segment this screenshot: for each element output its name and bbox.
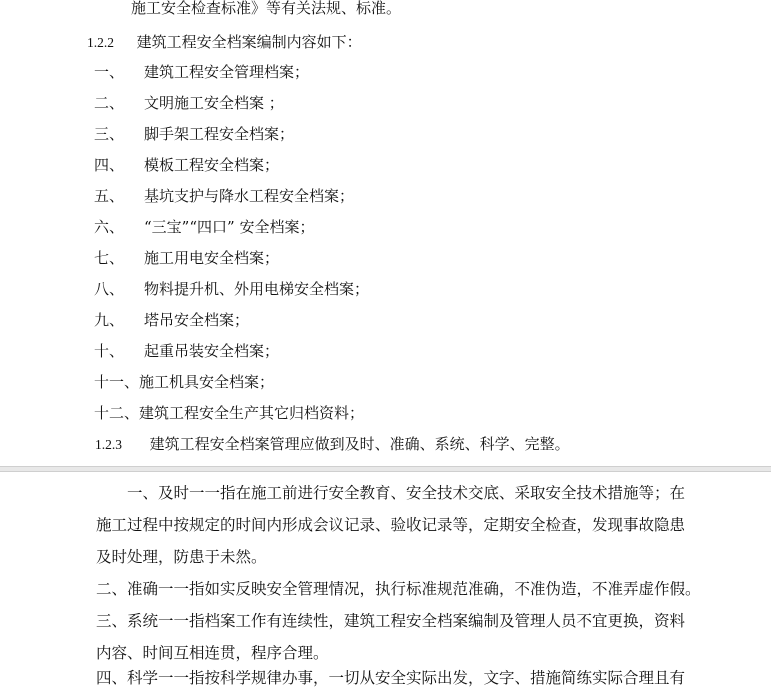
section-heading-1-2-2 <box>87 32 362 53</box>
list-item <box>94 279 369 299</box>
list-mark: 五、 <box>94 187 125 205</box>
list-item <box>94 62 309 82</box>
list-item <box>94 155 279 175</box>
list-item <box>94 124 294 144</box>
list-item <box>94 186 354 206</box>
intro-line: 施工安全检查标准》等有关法规、标准。 <box>131 0 402 17</box>
section-title: 建筑工程安全档案编制内容如下： <box>136 33 362 51</box>
list-mark: 二、 <box>94 94 125 112</box>
list-item <box>94 217 314 237</box>
list-item <box>94 310 249 330</box>
list-mark: 七、 <box>94 249 125 267</box>
section-number: 1.2.3 <box>95 437 122 452</box>
section-title: 建筑工程安全档案管理应做到及时、准确、系统、科学、完整。 <box>149 435 570 453</box>
list-text: 物料提升机、外用电梯安全档案； <box>144 280 370 298</box>
section-heading-1-2-3 <box>95 434 570 455</box>
list-mark: 八、 <box>94 280 125 298</box>
list-item <box>94 341 279 361</box>
paragraph-line: 四、科学一一指按科学规律办事，一切从安全实际出发，文字、措施简练实际合理且有 <box>96 669 686 687</box>
paragraph-line: 及时处理，防患于未然。 <box>96 548 267 566</box>
list-text: “三宝”“四口” 安全档案； <box>144 218 315 236</box>
list-text: 基坑支护与降水工程安全档案； <box>144 187 355 205</box>
list-mark: 一、 <box>94 63 125 81</box>
list-item: 十二、建筑工程安全生产其它归档资料； <box>94 404 365 422</box>
list-text: 塔吊安全档案； <box>144 311 250 329</box>
paragraph-line: 施工过程中按规定的时间内形成会议记录、验收记录等，定期安全检查，发现事故隐患 <box>96 516 686 534</box>
list-text: 起重吊装安全档案； <box>144 342 280 360</box>
list-item <box>94 93 284 113</box>
list-text: 脚手架工程安全档案； <box>144 125 295 143</box>
section-number: 1.2.2 <box>87 35 114 50</box>
list-mark: 十、 <box>94 342 125 360</box>
list-text: 建筑工程安全管理档案； <box>144 63 310 81</box>
paragraph-line: 二、准确一一指如实反映安全管理情况，执行标准规范准确，不准伪造，不准弄虚作假。 <box>96 580 701 598</box>
list-mark: 九、 <box>94 311 125 329</box>
list-item <box>94 248 279 268</box>
paragraph-line: 内容、时间互相连贯，程序合理。 <box>96 644 329 662</box>
list-mark: 四、 <box>94 156 125 174</box>
list-item: 十一、施工机具安全档案； <box>94 373 275 391</box>
document-page-2 <box>0 472 771 687</box>
list-text: 文明施工安全档案 ； <box>144 94 284 112</box>
list-mark: 三、 <box>94 125 125 143</box>
list-text: 施工用电安全档案； <box>144 249 280 267</box>
paragraph-line: 一、及时一一指在施工前进行安全教育、安全技术交底、采取安全技术措施等；在 <box>96 484 686 502</box>
paragraph-line: 三、系统一一指档案工作有连续性，建筑工程安全档案编制及管理人员不宜更换，资料 <box>96 612 686 630</box>
list-text: 模板工程安全档案； <box>144 156 280 174</box>
list-mark: 六、 <box>94 218 125 236</box>
